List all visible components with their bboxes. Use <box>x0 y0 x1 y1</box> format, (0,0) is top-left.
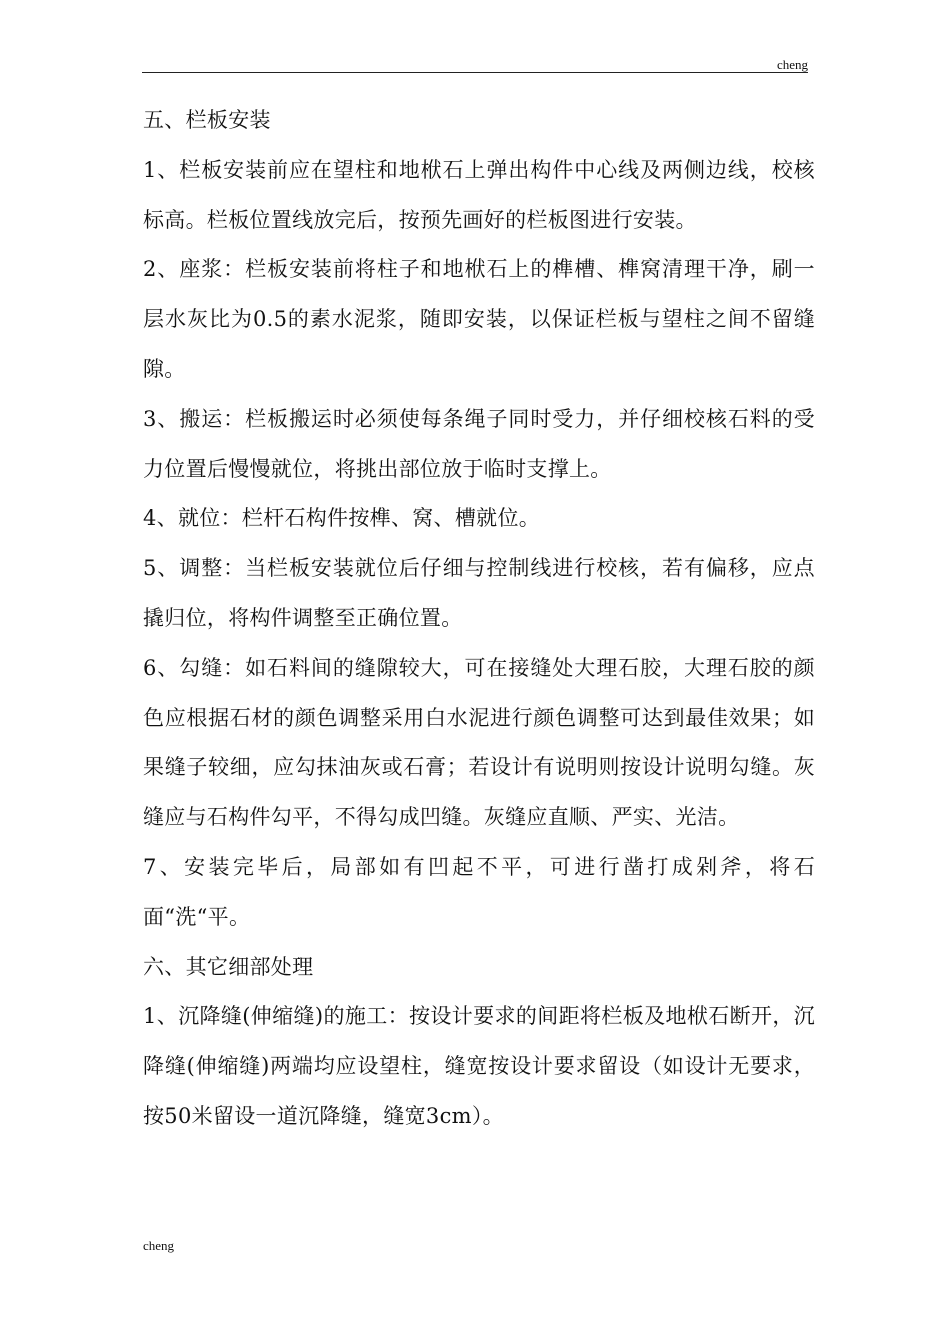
page-header: cheng <box>142 58 808 73</box>
paragraph-item-2: 2、座浆：栏板安装前将柱子和地栿石上的榫槽、榫窝清理干净，刷一层水灰比为0.5的素水泥浆，随即安装，以保证栏板与望柱之间不留缝隙。 <box>143 257 815 381</box>
section-heading-6: 六、其它细部处理 <box>143 954 314 979</box>
page-footer: cheng <box>143 1238 175 1253</box>
paragraph-item-7: 7、安装完毕后，局部如有凹起不平，可进行凿打成剁斧，将石面“洗“平。 <box>143 854 815 929</box>
paragraph-item-3: 3、搬运：栏板搬运时必须使每条绳子同时受力，并仔细校核石料的受力位置后慢慢就位，将挑出部位放于临时支撑上。 <box>143 406 815 481</box>
paragraph-item-4: 4、就位：栏杆石构件按榫、窝、槽就位。 <box>143 506 541 531</box>
paragraph-item-1: 1、栏板安装前应在望柱和地栿石上弹出构件中心线及两侧边线，校核标高。栏板位置线放完后，按预先画好的栏板图进行安装。 <box>143 157 815 232</box>
section-heading-5: 五、栏板安装 <box>143 108 271 132</box>
paragraph-item-5: 5、调整：当栏板安装就位后仔细与控制线进行校核，若有偏移，应点撬归位，将构件调整至正确位置。 <box>143 556 815 630</box>
paragraph-item-6-1: 1、沉降缝(伸缩缝)的施工：按设计要求的间距将栏板及地栿石断开，沉降缝(伸缩缝)两端均应设望柱，缝宽按设计要求留设（如设计无要求，按50米留设一道沉降缝，缝宽3cm）。 <box>143 1004 815 1128</box>
document-body <box>143 96 815 1142</box>
paragraph-item-6: 6、勾缝：如石料间的缝隙较大，可在接缝处大理石胶，大理石胶的颜色应根据石材的颜色调整采用白水泥进行颜色调整可达到最佳效果；如果缝子较细，应勾抹油灰或石膏；若设计有说明则按设计说明勾缝。灰缝应与石构件勾平，不得勾成凹缝。灰缝应直顺、严实、光洁。 <box>143 655 815 830</box>
